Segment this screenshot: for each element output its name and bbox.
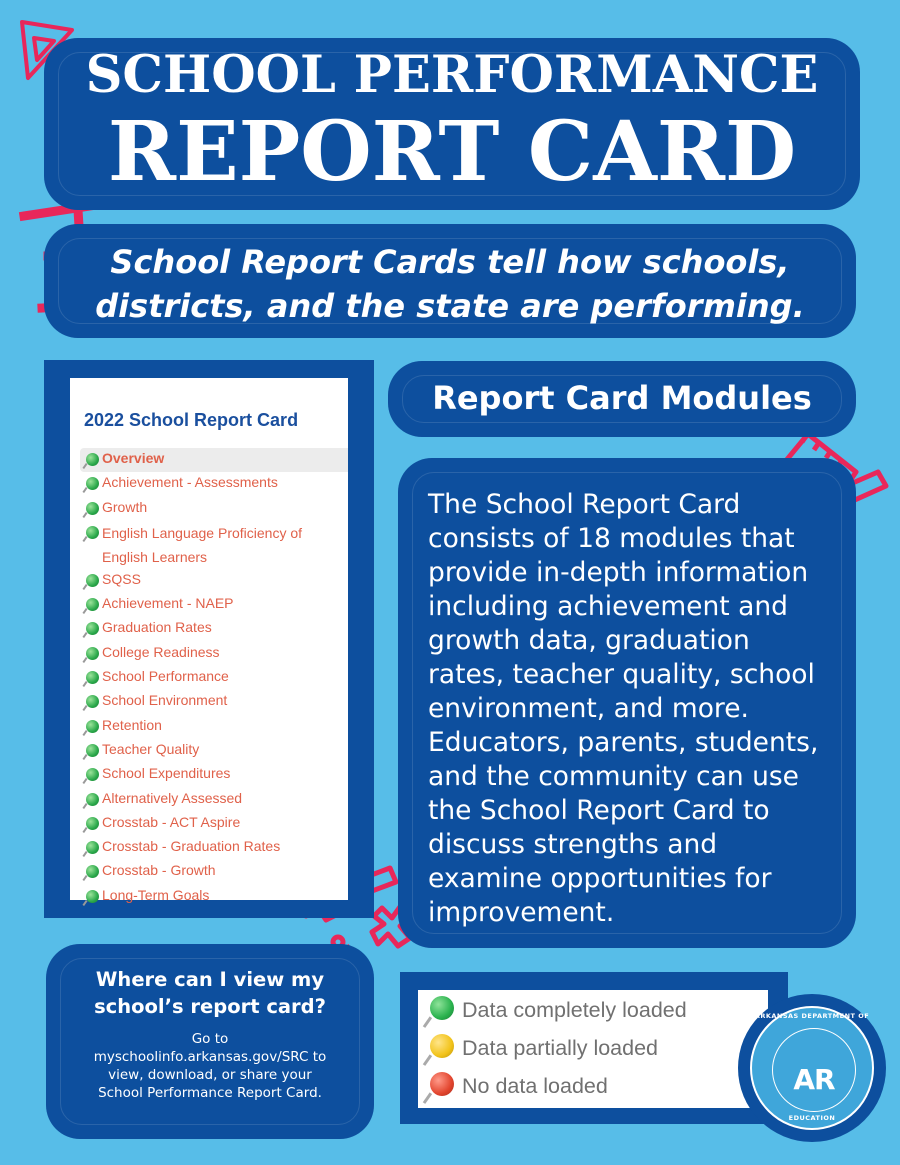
green-pin-icon xyxy=(86,574,99,587)
green-pin-icon xyxy=(86,720,99,733)
module-list-item[interactable] xyxy=(80,569,348,593)
module-list-item[interactable] xyxy=(80,739,348,763)
seal-top-text: ARKANSAS DEPARTMENT OF xyxy=(754,1012,870,1020)
module-label: Achievement - Assessments xyxy=(102,474,278,491)
module-label: Retention xyxy=(102,716,162,733)
module-list-item[interactable] xyxy=(80,521,348,569)
legend-panel xyxy=(400,972,788,1124)
module-label: Overview xyxy=(102,450,165,466)
subtitle-panel xyxy=(44,224,856,338)
green-pin-icon xyxy=(86,817,99,830)
green-pin-icon xyxy=(86,865,99,878)
module-label: English Language Proficiency of English Learners xyxy=(102,524,303,565)
module-list-item[interactable] xyxy=(80,885,348,909)
module-list-item[interactable] xyxy=(80,593,348,617)
legend-item-partial: Data partially loaded xyxy=(462,1036,659,1060)
module-list-item[interactable] xyxy=(80,666,348,690)
green-pin-icon xyxy=(86,477,99,490)
module-list-item[interactable] xyxy=(80,836,348,860)
green-pin-icon xyxy=(430,996,454,1020)
module-list-item[interactable] xyxy=(80,472,348,496)
modules-heading: Report Card Modules xyxy=(432,379,812,417)
green-pin-icon xyxy=(86,793,99,806)
where-answer: Go to myschoolinfo.arkansas.gov/SRC to view, download, or share your School Performance Report Card. xyxy=(93,1031,327,1101)
module-list-item[interactable] xyxy=(80,715,348,739)
report-card-panel xyxy=(44,360,374,918)
green-pin-icon xyxy=(86,768,99,781)
module-list-item[interactable] xyxy=(80,788,348,812)
green-pin-icon xyxy=(86,453,99,466)
seal-ring xyxy=(750,1006,874,1130)
legend-item-none: No data loaded xyxy=(462,1074,608,1098)
green-pin-icon xyxy=(86,671,99,684)
module-label: Growth xyxy=(102,498,148,515)
module-label: Crosstab - Graduation Rates xyxy=(102,838,281,855)
module-label: Achievement - NAEP xyxy=(102,595,234,612)
green-pin-icon xyxy=(86,526,99,539)
modules-description-panel xyxy=(398,458,856,948)
module-list-item[interactable] xyxy=(80,642,348,666)
module-label: Crosstab - ACT Aspire xyxy=(102,813,241,830)
where-question: Where can I view my school’s report card? xyxy=(94,968,326,1018)
page-title-line1: SCHOOL PERFORMANCE xyxy=(85,45,819,105)
green-pin-icon xyxy=(86,647,99,660)
green-pin-icon xyxy=(86,695,99,708)
module-list-item[interactable] xyxy=(80,497,348,521)
modules-heading-panel xyxy=(388,361,856,437)
seal-inner-ring xyxy=(772,1028,856,1112)
green-pin-icon xyxy=(86,890,99,903)
green-pin-icon xyxy=(86,744,99,757)
red-pin-icon xyxy=(430,1072,454,1096)
module-list-item[interactable] xyxy=(80,448,348,472)
green-pin-icon xyxy=(86,622,99,635)
report-card-title: 2022 School Report Card xyxy=(84,410,299,430)
department-seal xyxy=(738,994,886,1142)
module-list-item[interactable] xyxy=(80,617,348,641)
subtitle-line2: districts, and the state are performing. xyxy=(95,287,805,325)
module-list-item[interactable] xyxy=(80,763,348,787)
subtitle xyxy=(44,240,856,328)
module-list-item[interactable] xyxy=(80,860,348,884)
green-pin-icon xyxy=(86,841,99,854)
module-label: School Expenditures xyxy=(102,765,231,782)
module-label: School Environment xyxy=(102,692,228,709)
where-to-view-panel xyxy=(46,944,374,1139)
module-list xyxy=(80,448,348,909)
module-label: Teacher Quality xyxy=(102,740,200,757)
legend-card xyxy=(418,990,768,1108)
module-label: College Readiness xyxy=(102,643,220,660)
green-pin-icon xyxy=(86,502,99,515)
module-label: Crosstab - Growth xyxy=(102,862,216,879)
module-label: Graduation Rates xyxy=(102,619,212,636)
module-label: SQSS xyxy=(102,570,141,587)
page-title-line2: REPORT CARD xyxy=(107,104,797,200)
seal-logo: AR xyxy=(793,1063,835,1096)
module-list-item[interactable] xyxy=(80,812,348,836)
legend-item-complete: Data completely loaded xyxy=(462,998,687,1022)
module-label: Alternatively Assessed xyxy=(102,789,243,806)
module-label: School Performance xyxy=(102,668,229,685)
module-list-item[interactable] xyxy=(80,690,348,714)
seal-bottom-text: EDUCATION xyxy=(788,1114,836,1122)
report-card-list-card xyxy=(70,378,348,903)
subtitle-line1: School Report Cards tell how schools, xyxy=(110,243,790,281)
module-label: Long-Term Goals xyxy=(102,886,210,903)
yellow-pin-icon xyxy=(430,1034,454,1058)
modules-description: The School Report Card consists of 18 modules that provide in-depth information including achievement and growth data, graduation rates, teacher quality, school environment, and more. Educators, parents, students, and the community can use the School Report Card to discuss strengths and examine opportunities for improvement. xyxy=(428,489,819,928)
green-pin-icon xyxy=(86,598,99,611)
